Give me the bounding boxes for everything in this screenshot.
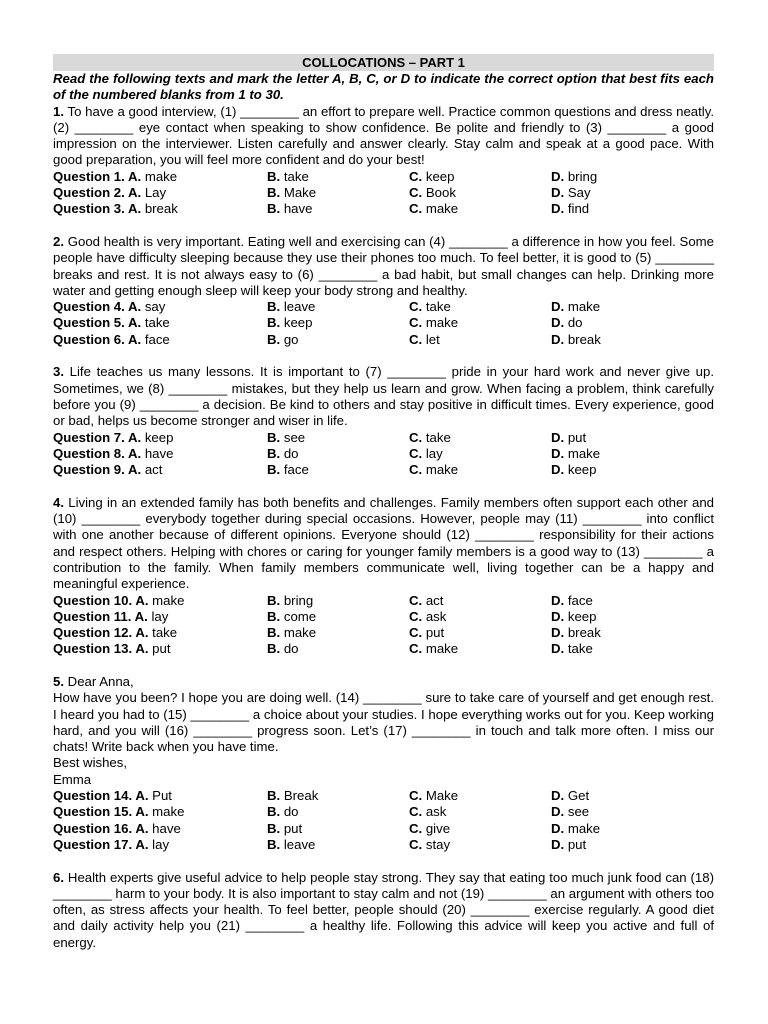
option-letter: B. xyxy=(267,445,281,461)
option-letter: C. xyxy=(409,315,423,331)
option-letter: C. xyxy=(409,462,423,478)
option-letter: D. xyxy=(551,608,565,624)
option-a: Question 2. A. Lay xyxy=(53,185,167,201)
option-letter: C. xyxy=(409,445,423,461)
question-label: Question 4. A. xyxy=(53,299,142,315)
option-letter: D. xyxy=(551,625,565,641)
option-c: C. act xyxy=(409,592,444,608)
option-d: D. keep xyxy=(551,608,597,624)
passage-text: Health experts give useful advice to help people stay strong. They say that eating too much junk food can (18) ________ harm to your body. It is also important to stay calm and not (19) ________ an argument with others too often, as stress affects your health. To feel better, people should (20) ________ exercise regularly. A good diet and daily activity help you (21) ________ a healthy life. Following this advice will keep you active and full of energy. xyxy=(53,869,714,950)
option-letter: D. xyxy=(551,299,565,315)
option-b: B. take xyxy=(267,168,309,184)
option-c: C. ask xyxy=(409,804,447,820)
option-letter: B. xyxy=(267,608,281,624)
option-letter: D. xyxy=(551,592,565,608)
passage-3 xyxy=(53,364,714,429)
option-d: D. break xyxy=(551,625,601,641)
option-letter: B. xyxy=(267,641,281,657)
option-letter: B. xyxy=(267,201,281,217)
spacer xyxy=(53,478,714,494)
question-row xyxy=(53,430,714,446)
passage-text: Life teaches us many lessons. It is important to (7) ________ pride in your hard work and never give up. Sometimes, we (8) ________ mistakes, but they help us learn and grow. When facing a problem, think carefully before you (9) ________ a decision. Be kind to others and stay positive in difficult times. Every experience, good or bad, helps us become stronger and wiser in life. xyxy=(53,364,714,429)
question-row xyxy=(53,446,714,462)
option-b: B. come xyxy=(267,608,317,624)
option-letter: B. xyxy=(267,804,281,820)
signature: Emma xyxy=(53,771,92,787)
question-label: Question 2. A. xyxy=(53,185,142,201)
option-letter: D. xyxy=(551,788,565,804)
question-row xyxy=(53,462,714,478)
option-a: Question 12. A. take xyxy=(53,625,178,641)
option-letter: C. xyxy=(409,641,423,657)
question-label: Question 14. A. xyxy=(53,788,149,804)
option-letter: D. xyxy=(551,804,565,820)
option-d: D. find xyxy=(551,201,590,217)
option-c: C. make xyxy=(409,462,459,478)
question-row xyxy=(53,315,714,331)
option-d: D. put xyxy=(551,836,587,852)
option-a: Question 1. A. make xyxy=(53,168,178,184)
greeting: Dear Anna, xyxy=(67,673,134,689)
option-d: D. face xyxy=(551,592,593,608)
option-letter: D. xyxy=(551,429,565,445)
spacer xyxy=(53,218,714,234)
passage-number: 3. xyxy=(53,364,64,380)
option-c: C. keep xyxy=(409,168,455,184)
option-letter: D. xyxy=(551,315,565,331)
option-letter: B. xyxy=(267,462,281,478)
option-d: D. Say xyxy=(551,185,591,201)
passage-text: Living in an extended family has both benefits and challenges. Family members often support each other and (10) ________ everybody together during special occasions. However, people may (11) ________ into conflict with one another because of different opinions. Everyone should (12) ________ responsibility for their actions and respect others. Helping with chores or caring for younger family members is a good way to (13) ________ a contribution to the family. When family members communicate well, living together can be a happy and meaningful experience. xyxy=(53,494,715,592)
option-letter: C. xyxy=(409,331,423,347)
option-letter: B. xyxy=(267,592,281,608)
option-c: C. Book xyxy=(409,185,456,201)
question-label: Question 17. A. xyxy=(53,836,149,852)
option-letter: B. xyxy=(267,299,281,315)
option-letter: D. xyxy=(551,820,565,836)
option-b: B. make xyxy=(267,625,317,641)
passage-text: To have a good interview, (1) ________ an effort to prepare well. Practice common questions and dress neatly. (2) ________ eye contact when speaking to show confidence. Be polite and friendly to (3) ________ a good impression on the interviewer. Listen carefully and answer clearly. Stay calm and speak at a good pace. With good preparation, you will feel more confident and do your best! xyxy=(53,103,714,168)
option-a: Question 13. A. put xyxy=(53,641,171,657)
option-d: D. do xyxy=(551,315,583,331)
option-c: C. make xyxy=(409,201,459,217)
question-row xyxy=(53,593,714,609)
option-b: B. have xyxy=(267,201,313,217)
option-a: Question 6. A. face xyxy=(53,331,170,347)
question-label: Question 10. A. xyxy=(53,592,149,608)
option-d: D. put xyxy=(551,429,587,445)
option-d: D. Get xyxy=(551,788,590,804)
question-label: Question 13. A. xyxy=(53,641,149,657)
option-b: B. put xyxy=(267,820,303,836)
question-label: Question 3. A. xyxy=(53,201,142,217)
option-a: Question 10. A. make xyxy=(53,592,185,608)
option-a: Question 14. A. Put xyxy=(53,788,172,804)
option-letter: B. xyxy=(267,429,281,445)
question-label: Question 1. A. xyxy=(53,168,142,184)
option-c: C. Make xyxy=(409,788,459,804)
spacer xyxy=(53,348,714,364)
option-letter: B. xyxy=(267,185,281,201)
question-label: Question 5. A. xyxy=(53,315,142,331)
page-title: COLLOCATIONS – PART 1 xyxy=(53,54,714,71)
option-letter: D. xyxy=(551,445,565,461)
question-label: Question 12. A. xyxy=(53,625,149,641)
option-b: B. Break xyxy=(267,788,319,804)
question-row xyxy=(53,788,714,804)
option-b: B. leave xyxy=(267,836,316,852)
passage-2 xyxy=(53,234,714,299)
option-letter: B. xyxy=(267,168,281,184)
option-letter: D. xyxy=(551,168,565,184)
option-d: D. keep xyxy=(551,462,597,478)
option-a: Question 3. A. break xyxy=(53,201,178,217)
question-row xyxy=(53,201,714,217)
option-letter: C. xyxy=(409,592,423,608)
option-letter: C. xyxy=(409,836,423,852)
spacer xyxy=(53,853,714,869)
option-c: C. put xyxy=(409,625,445,641)
option-letter: C. xyxy=(409,804,423,820)
option-c: C. ask xyxy=(409,608,447,624)
option-a: Question 11. A. lay xyxy=(53,608,169,624)
option-c: C. lay xyxy=(409,445,443,461)
option-a: Question 15. A. make xyxy=(53,804,185,820)
option-letter: C. xyxy=(409,625,423,641)
option-c: C. take xyxy=(409,299,451,315)
option-b: B. go xyxy=(267,331,299,347)
option-b: B. see xyxy=(267,429,306,445)
question-label: Question 16. A. xyxy=(53,820,149,836)
option-c: C. make xyxy=(409,641,459,657)
option-b: B. do xyxy=(267,445,299,461)
option-b: B. keep xyxy=(267,315,313,331)
instructions: Read the following texts and mark the letter A, B, C, or D to indicate the correct option that best fits each of the numbered blanks from 1 to 30. xyxy=(53,71,714,103)
option-letter: B. xyxy=(267,836,281,852)
option-letter: C. xyxy=(409,185,423,201)
passage-number: 4. xyxy=(53,494,64,510)
option-a: Question 8. A. have xyxy=(53,445,174,461)
closing: Best wishes, xyxy=(53,755,128,771)
spacer xyxy=(53,658,714,674)
passage-number: 2. xyxy=(53,233,64,249)
option-c: C. stay xyxy=(409,836,451,852)
question-row xyxy=(53,625,714,641)
option-a: Question 5. A. take xyxy=(53,315,170,331)
passage-number: 6. xyxy=(53,869,64,885)
option-letter: B. xyxy=(267,625,281,641)
option-letter: C. xyxy=(409,820,423,836)
option-b: B. Make xyxy=(267,185,317,201)
question-row xyxy=(53,837,714,853)
option-d: D. bring xyxy=(551,168,598,184)
option-letter: B. xyxy=(267,331,281,347)
question-label: Question 7. A. xyxy=(53,429,142,445)
question-row xyxy=(53,821,714,837)
question-label: Question 15. A. xyxy=(53,804,149,820)
question-row xyxy=(53,185,714,201)
question-row xyxy=(53,609,714,625)
option-letter: C. xyxy=(409,168,423,184)
question-row xyxy=(53,169,714,185)
passage-6 xyxy=(53,870,714,951)
question-label: Question 6. A. xyxy=(53,331,142,347)
option-letter: B. xyxy=(267,315,281,331)
option-b: B. bring xyxy=(267,592,314,608)
question-row xyxy=(53,641,714,657)
option-a: Question 17. A. lay xyxy=(53,836,170,852)
option-letter: D. xyxy=(551,201,565,217)
passage-5 xyxy=(53,674,714,690)
option-letter: C. xyxy=(409,788,423,804)
option-b: B. leave xyxy=(267,299,316,315)
question-row xyxy=(53,332,714,348)
option-a: Question 16. A. have xyxy=(53,820,181,836)
question-row xyxy=(53,804,714,820)
option-d: D. make xyxy=(551,445,601,461)
option-letter: D. xyxy=(551,331,565,347)
passage-4 xyxy=(53,495,714,593)
option-c: C. give xyxy=(409,820,451,836)
passage-text: Good health is very important. Eating well and exercising can (4) ________ a difference in how you feel. Some people have difficulty sleeping because they use their phones too much. To feel better, it is good to (5) ________ breaks and rest. It is not always easy to (6) ________ a bad habit, but small changes can help. Drinking more water and getting enough sleep will keep your body strong and healthy. xyxy=(53,233,714,298)
question-label: Question 9. A. xyxy=(53,462,142,478)
option-letter: D. xyxy=(551,462,565,478)
option-letter: B. xyxy=(267,820,281,836)
option-c: C. make xyxy=(409,315,459,331)
option-a: Question 7. A. keep xyxy=(53,429,174,445)
option-letter: C. xyxy=(409,201,423,217)
option-letter: C. xyxy=(409,608,423,624)
passage-number: 1. xyxy=(53,103,64,119)
option-a: Question 4. A. say xyxy=(53,299,166,315)
worksheet xyxy=(53,54,714,951)
option-letter: D. xyxy=(551,641,565,657)
option-letter: B. xyxy=(267,788,281,804)
option-d: D. make xyxy=(551,820,601,836)
option-letter: C. xyxy=(409,299,423,315)
option-c: C. take xyxy=(409,429,451,445)
passage-1 xyxy=(53,104,714,169)
option-letter: C. xyxy=(409,429,423,445)
option-letter: D. xyxy=(551,185,565,201)
option-d: D. break xyxy=(551,331,601,347)
option-d: D. make xyxy=(551,299,601,315)
option-d: D. see xyxy=(551,804,590,820)
option-b: B. do xyxy=(267,641,299,657)
question-label: Question 11. A. xyxy=(53,608,148,624)
passage-text: How have you been? I hope you are doing well. (14) ________ sure to take care of yourself and get enough rest. I heard you had to (15) ________ a choice about your studies. I hope everything works out for you. Keep working hard, and you will (16) ________ progress soon. Let’s (17) ________ in touch and talk more often. I miss our chats! Write back when you have time. xyxy=(53,690,714,755)
option-b: B. face xyxy=(267,462,309,478)
option-d: D. take xyxy=(551,641,593,657)
question-row xyxy=(53,299,714,315)
passage-number: 5. xyxy=(53,673,64,689)
option-b: B. do xyxy=(267,804,299,820)
option-a: Question 9. A. act xyxy=(53,462,163,478)
option-c: C. let xyxy=(409,331,440,347)
option-letter: D. xyxy=(551,836,565,852)
passages xyxy=(53,104,714,951)
question-label: Question 8. A. xyxy=(53,445,142,461)
